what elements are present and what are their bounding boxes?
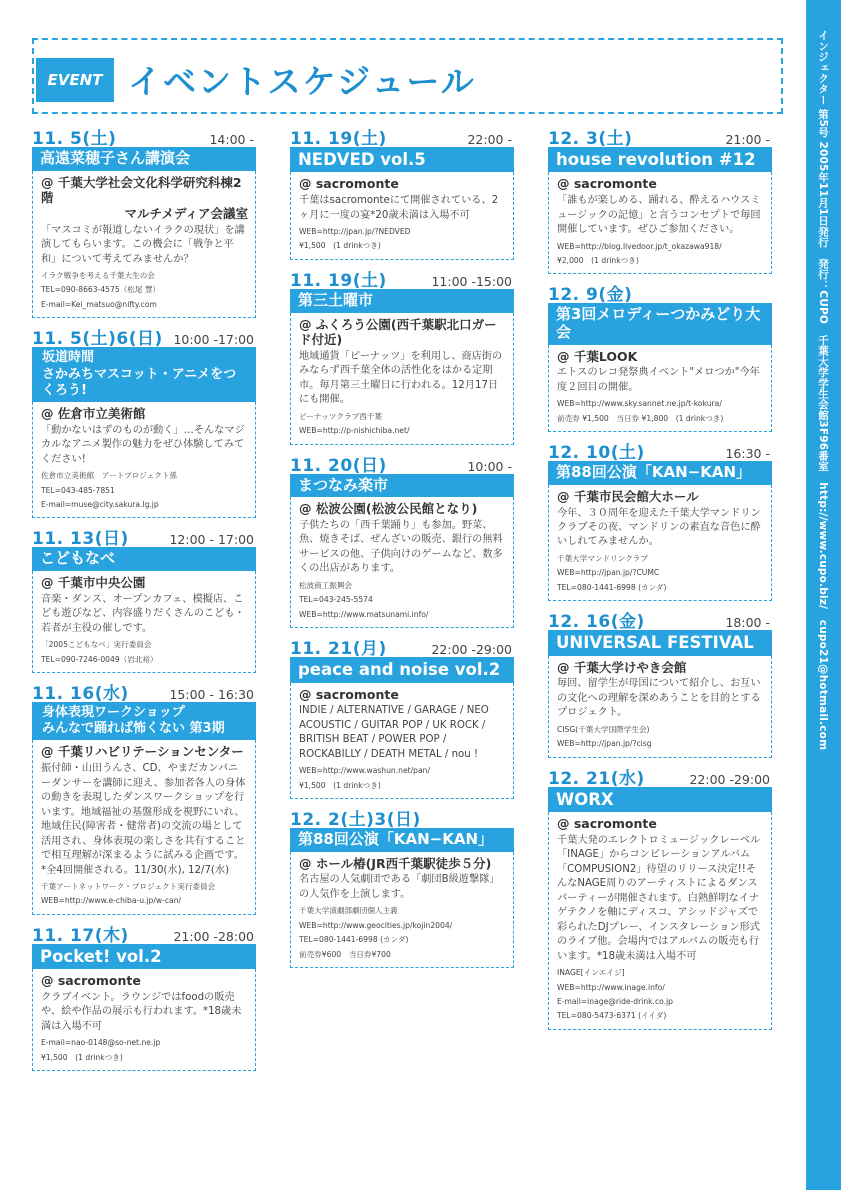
event-venue-name: @ 千葉LOOK	[557, 348, 638, 364]
event-details	[548, 172, 772, 274]
event-time: 21:00 -28:00	[173, 928, 254, 944]
event-datetime	[32, 921, 256, 944]
event-title-line: WORX	[556, 789, 614, 809]
event-title	[32, 547, 256, 571]
event-info-line: ¥1,500 (1 drinkつき)	[299, 241, 381, 251]
event-venue	[299, 856, 506, 872]
event-title	[290, 147, 514, 172]
event-datetime	[548, 124, 772, 147]
event-info-line: ¥2,000 (1 drinkつき)	[557, 255, 639, 265]
event-info-line: 千葉大学マンドリンクラブ	[557, 553, 648, 563]
event-description: 千葉大発のエレクトロミュージックレーベル「INAGE」からコンピレーションアルバム「COMPUSION2」待望のリリース決定!!そんなNAGE周りのアーティストによるダンスパーティーが開催されます。白熱鮮明なイナゲテクノを軸にディスコ、アシッドジャズで彩られたDJプレー、インスタレーション形式のライブ他。会場内ではアルバムの販売も行います。*18歳未満は入場不可	[557, 834, 761, 962]
event-item	[548, 124, 772, 274]
event-info-link[interactable]: WEB=http://jpan.jp/?cisg	[557, 739, 652, 749]
event-title	[290, 289, 514, 313]
event-venue	[557, 349, 764, 365]
event-description: 音楽・ダンス、オープンカフェ、模擬店、こども遊びなど、内容盛りだくさんのこども・若者が主役の催しです。	[41, 593, 245, 634]
event-description: 「誰もが楽しめる、踊れる、酔えるハウスミュージックの記憶」と言うコンセプトで毎回開催しています。ぜひご参加ください。	[557, 195, 761, 236]
event-item	[32, 124, 256, 318]
event-info-line: TEL=080-1441-6998 (カンダ)	[557, 582, 667, 592]
event-info	[41, 638, 248, 667]
event-info-link[interactable]: WEB=http://blog.livedoor.jp/t_okazawa918/	[557, 241, 722, 251]
event-details	[32, 969, 256, 1071]
event-item	[290, 805, 514, 968]
event-details	[290, 172, 514, 259]
event-item	[290, 266, 514, 445]
event-venue-name: @ 松波公園(松波公民館となり)	[299, 501, 478, 517]
event-info-line: TEL=090-7246-0049（岩北裕）	[41, 654, 158, 664]
event-info	[557, 240, 764, 269]
event-venue-name: @ ふくろう公園(西千葉駅北口ガード付近)	[299, 316, 497, 348]
event-venue	[557, 660, 764, 676]
event-datetime	[548, 280, 772, 306]
event-venue-name: @ sacromonte	[41, 973, 141, 989]
event-time: 22:00 -29:00	[431, 642, 512, 658]
event-info-link[interactable]: E-mail=muse@city.sakura.lg.jp	[41, 499, 159, 509]
event-date: 12. 2(土)3(日)	[290, 810, 421, 831]
event-venue	[41, 175, 248, 222]
event-info-link[interactable]: WEB=http://p-nishichiba.net/	[299, 426, 410, 436]
event-info-line: イラク戦争を考える千葉大生の会	[41, 271, 155, 281]
event-venue	[299, 176, 506, 192]
event-venue-name: @ sacromonte	[299, 176, 399, 192]
event-item	[290, 451, 514, 629]
event-item	[32, 324, 256, 518]
event-details	[32, 571, 256, 673]
event-title	[548, 787, 772, 812]
event-time: 11:00 -15:00	[431, 273, 512, 289]
event-date: 12. 16(金)	[548, 612, 645, 633]
event-datetime	[32, 324, 256, 350]
event-datetime	[32, 524, 256, 550]
event-badge: EVENT	[36, 58, 114, 102]
event-details	[32, 402, 256, 518]
event-description: 振付師・山田うんさ、CD、やまだカンパニーダンサーを講師に迎え、参加者各人の身体の動きを表現したダンスワークショップを行います。地域福祉の基盤形成を視野にいれ、地域住民(障害者・健常者)の交流の場として活用され、身体表現の楽しさを共有することで相互理解が深まるように試みる企画です。*全4回開催される。11/30(水), 12/7(水)	[41, 763, 246, 876]
event-item	[548, 607, 772, 757]
event-info-line: TEL=090-8663-4575（松尾 慧）	[41, 285, 161, 295]
event-time: 12:00 - 17:00	[169, 532, 254, 548]
event-item	[548, 764, 772, 1030]
event-venue-name: @ sacromonte	[557, 816, 657, 832]
event-info	[41, 469, 248, 512]
event-info	[557, 723, 764, 752]
event-info-link[interactable]: WEB=http://www.sky.sannet.ne.jp/t-kokura/	[557, 399, 722, 409]
event-venue	[557, 816, 764, 832]
event-title-line: 第三土曜市	[298, 290, 374, 309]
event-info	[299, 579, 506, 622]
event-time: 16:30 -	[725, 446, 770, 462]
event-info	[299, 410, 506, 439]
event-date: 12. 10(土)	[548, 443, 645, 464]
event-title	[548, 630, 772, 655]
event-info-line: 千葉アートネットワーク・プロジェクト実行委員会	[41, 881, 216, 891]
event-datetime	[548, 764, 772, 787]
event-info	[41, 880, 248, 909]
event-title	[290, 474, 514, 498]
event-info	[299, 764, 506, 793]
event-date: 12. 21(水)	[548, 768, 645, 789]
event-info-line: TEL=043-245-5574	[299, 595, 373, 605]
event-venue-name: @ 千葉市中央公園	[41, 575, 146, 591]
event-description: 千葉はsacromonteにて開催されている、2ヶ月に一度の宴*20歳未満は入場不可	[299, 195, 499, 221]
event-info-link[interactable]: WEB=http://jpan.jp/?CUMC	[557, 568, 660, 578]
event-info-link[interactable]: WEB=http://www.geocities.jp/kojin2004/	[299, 920, 453, 930]
event-details	[548, 812, 772, 1030]
event-info-line: 前売券 ¥1,500 当日券 ¥1,800 (1 drinkつき)	[557, 413, 724, 423]
event-info-line: ¥1,500 (1 drinkつき)	[41, 1052, 123, 1062]
event-title	[548, 147, 772, 172]
event-venue	[299, 501, 506, 517]
event-description: 毎回、留学生が母国について紹介し、お互いの文化への理解を深めあうことを目的とするプロジェクト。	[557, 678, 761, 719]
event-details	[290, 683, 514, 799]
event-info-line: ¥1,500 (1 drinkつき)	[299, 780, 381, 790]
event-title-line: NEDVED vol.5	[298, 150, 426, 169]
event-date: 11. 21(月)	[290, 639, 387, 660]
event-datetime	[548, 607, 772, 633]
event-title-line: 第3回メロディーつかみどり大会	[556, 305, 761, 342]
event-description: INDIE / ALTERNATIVE / GARAGE / NEO ACOUSTIC / GUITAR POP / UK ROCK / BRITISH BEAT / POWER POP / ROCKABILLY / DEATH METAL / nou !	[299, 705, 489, 760]
event-info	[41, 1036, 248, 1065]
event-venue	[557, 176, 764, 192]
event-time: 18:00 -	[725, 615, 770, 631]
event-title	[32, 702, 256, 741]
event-description: 子供たちの「西千葉踊り」も参加。野菜、魚、焼きそば、ぜんざいの販売、銀行の無料サービスの他、子供向けのゲームなど、数多くの出店があります。	[299, 519, 503, 575]
event-title	[32, 347, 256, 402]
event-time: 22:00 -29:00	[689, 771, 770, 787]
event-title-line: こどもなべ	[40, 549, 116, 568]
event-datetime	[548, 438, 772, 464]
event-details	[548, 345, 772, 432]
event-time: 21:00 -	[725, 132, 770, 147]
event-title-line: 高遠菜穂子さん講演会	[40, 149, 191, 167]
event-info	[299, 225, 506, 254]
event-datetime	[290, 634, 514, 660]
event-venue-name: @ sacromonte	[299, 686, 399, 702]
event-title-line: さかみちマスコット・アニメをつくろう!	[42, 366, 237, 398]
event-details	[32, 171, 256, 319]
event-title-line: house revolution #12	[556, 150, 756, 169]
event-title	[548, 461, 772, 485]
event-info-link[interactable]: WEB=http://www.washun.net/pan/	[299, 766, 431, 776]
event-info	[299, 904, 506, 962]
event-title-line: 身体表現ワークショップ	[42, 704, 185, 720]
event-details	[32, 740, 256, 914]
event-time: 10:00 -17:00	[173, 332, 254, 348]
event-title-line: 第88回公演「KAN−KAN」	[298, 830, 494, 849]
event-info-line: 松波商工振興会	[299, 580, 353, 590]
event-date: 12. 3(土)	[548, 129, 633, 149]
event-venue-name: @ 千葉市民会館大ホール	[557, 488, 699, 504]
column-2	[290, 124, 514, 974]
event-time: 15:00 - 16:30	[169, 686, 254, 702]
event-item	[32, 524, 256, 673]
event-details	[290, 497, 514, 628]
event-venue	[41, 973, 248, 989]
page-title: イベントスケジュール	[128, 62, 476, 101]
event-venue-name: @ 千葉リハビリテーションセンター	[41, 744, 244, 760]
event-date: 11. 5(土)	[32, 129, 117, 149]
event-venue	[299, 317, 506, 348]
event-venue-name: @ sacromonte	[557, 176, 657, 192]
event-info-line: 千葉大学演劇部劇団個人主義	[299, 906, 398, 916]
event-description: 「動かないはずのものが動く」…そんなマジカルなアニメ製作の魅力をぜひ体験してみてください!	[41, 424, 245, 465]
event-venue-name: @ 千葉大学けやき会館	[557, 659, 687, 675]
event-title	[290, 657, 514, 682]
event-venue	[41, 575, 248, 591]
event-details	[548, 485, 772, 601]
event-info-line: TEL=080-1441-6998 (カンダ)	[299, 935, 409, 945]
event-time: 10:00 -	[467, 458, 512, 474]
event-info-link[interactable]: E-mail=Kei_matsuo@nifty.com	[41, 299, 157, 309]
side-band-text: インジェクター 第5号 2005年11月1日発行 発行：CUPO 千葉大学学生会館3F96番室 http://www.cupo.biz/ cupo21@hotmail.com	[817, 30, 829, 751]
event-info-link[interactable]: WEB=http://www.matsunami.info/	[299, 609, 429, 619]
event-info	[41, 269, 248, 312]
event-date: 11. 17(木)	[32, 925, 129, 946]
event-info-link[interactable]: E-mail=inage@ride-drink.co.jp	[557, 996, 674, 1006]
event-info-link[interactable]: WEB=http://www.inage.info/	[557, 982, 665, 992]
event-venue	[41, 406, 248, 422]
event-title	[32, 147, 256, 171]
event-venue-name: @ 千葉大学社会文化科学研究科棟2階	[41, 174, 242, 206]
event-title	[32, 944, 256, 969]
event-description: クラブイベント。ラウンジではfoodの販売や、絵や作品の展示も行われます。*18歳未満は入場不可	[41, 991, 242, 1032]
event-title-line: まつなみ楽市	[298, 475, 389, 494]
event-item	[32, 921, 256, 1071]
event-item	[290, 124, 514, 260]
event-title-line: 第88回公演「KAN−KAN」	[556, 463, 752, 482]
event-venue	[41, 744, 248, 760]
event-description: 「マスコミが報道しないイラクの現状」を講演してもらいます。この機会に「戦争と平和」について考えてみませんか？	[41, 224, 245, 265]
event-datetime	[32, 679, 256, 702]
event-date: 12. 9(金)	[548, 285, 633, 306]
event-details	[290, 852, 514, 968]
event-info	[557, 966, 764, 1024]
event-datetime	[290, 451, 514, 474]
event-info-line: 前売券¥600 当日券¥700	[299, 949, 391, 959]
event-info-line: 佐倉市立美術館 アートプロジェクト係	[41, 471, 178, 481]
event-details	[548, 656, 772, 758]
event-item	[290, 634, 514, 799]
event-datetime	[32, 124, 256, 147]
event-date: 11. 16(水)	[32, 683, 129, 704]
event-description: 名古屋の人気劇団である「劇団B級遊撃隊」の人気作を上演します。	[299, 874, 500, 900]
event-info-line: INAGE[インエイジ]	[557, 968, 625, 978]
event-item	[548, 438, 772, 601]
event-venue	[299, 687, 506, 703]
event-description: 地域通貨「ピーナッツ」を利用し、商店街のみならず西千葉全体の活性化をはかる定期市。毎月第三土曜日に行われる。12月17日にも開催。	[299, 350, 503, 406]
event-venue-name: @ ホール椿(JR西千葉駅徒歩５分)	[299, 855, 492, 871]
event-venue-name: @ 佐倉市立美術館	[41, 406, 146, 422]
event-venue	[557, 489, 764, 505]
column-3	[548, 124, 772, 1036]
event-date: 11. 19(土)	[290, 270, 387, 291]
event-info-link[interactable]: WEB=http://jpan.jp/?NEDVED	[299, 227, 411, 237]
event-title-line: peace and noise vol.2	[298, 660, 501, 680]
event-info	[557, 397, 764, 426]
event-info-line: ピーナッツクラブ西千葉	[299, 411, 382, 421]
event-title-line: Pocket! vol.2	[40, 946, 162, 966]
event-info-link[interactable]: E-mail=nao-0148@so-net.ne.jp	[41, 1038, 161, 1048]
event-date: 11. 13(日)	[32, 529, 129, 550]
event-details	[290, 313, 514, 445]
event-title	[548, 303, 772, 344]
event-date: 11. 19(土)	[290, 129, 387, 149]
event-info-link[interactable]: WEB=http://www.e-chiba-u.jp/w-can/	[41, 896, 182, 906]
event-title-line: 坂道時間	[42, 350, 95, 366]
event-info	[557, 552, 764, 595]
event-title	[290, 828, 514, 852]
event-description: 今年、３０周年を迎えた千葉大学マンドリンクラブその夜、マンドリンの素直な音色に酔いしれてみませんか。	[557, 507, 761, 548]
event-item	[548, 280, 772, 432]
column-1	[32, 124, 256, 1077]
event-datetime	[290, 124, 514, 147]
event-date: 11. 5(土)6(日)	[32, 329, 163, 350]
event-datetime	[290, 805, 514, 831]
event-title-line: UNIVERSAL FESTIVAL	[556, 633, 754, 653]
event-venue-sub: マルチメディア会議室	[124, 205, 248, 221]
event-time: 14:00 -	[209, 132, 254, 147]
event-info-line: TEL=043-485-7851	[41, 485, 115, 495]
event-item	[32, 679, 256, 915]
event-info-line: TEL=080-5473-6371 (イイダ)	[557, 1011, 667, 1021]
event-datetime	[290, 266, 514, 289]
event-date: 11. 20(日)	[290, 455, 387, 476]
event-info-line: CISG(千葉大学国際学生会)	[557, 724, 650, 734]
event-title-line: みんなで踊れば怖くない 第3期	[42, 721, 225, 737]
event-info-line: 「2005こどもなべ」実行委員会	[41, 640, 152, 650]
event-time: 22:00 -	[467, 132, 512, 147]
event-description: エトスのレコ発祭典イベント"メロつか"今年度２回目の開催。	[557, 367, 760, 393]
